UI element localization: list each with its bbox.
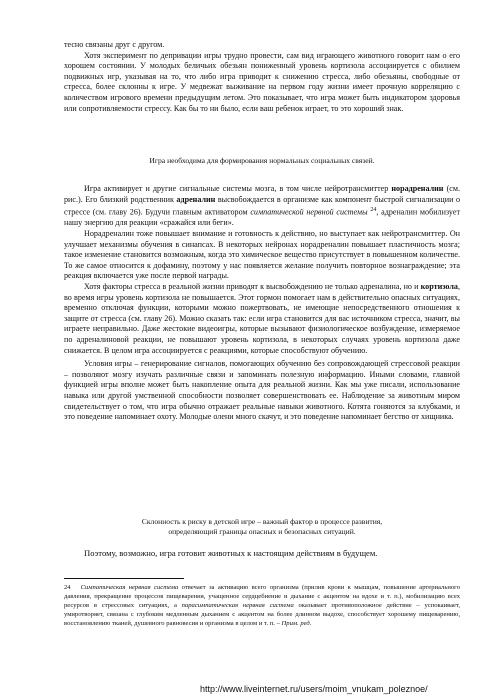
footnote-text-4: оказывает противоположное действие – успокаивает, умиротворяет, связана с глубоким медленным дыханием с акцентом на более длинном выдохе, способствует хорошему пищеварению, восстановлению тканей, душевного равновесия и организма в целом и т. п. – [64, 602, 460, 627]
footnote-term-parasympathetic: парасимпатическая нервная система [181, 602, 294, 609]
paragraph-continuation: тесно связаны друг с другом. [64, 40, 165, 49]
source-url[interactable]: http://www.liveinternet.ru/users/moim_vnukam_poleznoe/ [200, 684, 428, 694]
quote-risk-wrap [64, 517, 460, 537]
heading-social-bonds-wrap [64, 156, 460, 166]
footnote-24 [64, 583, 460, 628]
p2-text-a: Игра активирует и другие сигнальные системы мозга, в том числе нейротрансмиттер [84, 184, 392, 193]
footnote-ref-24: 24 [370, 207, 377, 214]
footnote-editor-note: Прим. ред [281, 620, 310, 627]
paragraph-conclusion: Поэтому, возможно, игра готовит животных к настоящим действиям в будущем. [84, 548, 378, 558]
quote-line-1: Склонность к риску в детской игре – важный фактор в процессе развития, [141, 517, 383, 526]
term-sympathetic-system: симпатической нервной системы [250, 207, 368, 217]
p2-text-c: (см. рис.). Его близкий родственник [64, 184, 460, 204]
p4-text-c: , во время игры уровень кортизола не повышается. Этот гормон помогает нам в действительно опасных ситуациях, временно отключая функции, которыми можно пожертвовать, не имеющие непосредственного отношения к защите от стресса (см. главу 26). Можно сказать так: если игра становится для вас источником стресса, значит, вы играете неправильно. Даже жестокие видеоигры, которые вызывают физиологическое возбуждение, измеряемое по адреналиновой реакции, не повышают уровень кортизола, в некоторых случаях уровень кортизола даже снижается. В целом игра ассоциируется с реакциями, которые способствуют обучению. [64, 282, 460, 355]
paragraph-noradrenaline-learning: Норадреналин тоже повышает внимание и готовность к действию, но выступает как нейротрансмиттер. Он улучшает механизмы обучения в синапсах. В некоторых нейронах норадреналин повышает пластичность мозга; такое изменение становится возможным, когда это химическое вещество присутствует в повышенном количестве. То же самое относится к дофамину, поэтому у нас появляется желание получить повторное вознаграждение; эта реакция включается уже после первой награды. [64, 229, 460, 281]
paragraph-noradrenaline [64, 184, 460, 229]
p4-text-a: Хотя факторы стресса в реальной жизни приводят к высвобождению не только адреналина, но и [84, 282, 421, 292]
text-block-main [64, 40, 460, 114]
quote-line-2: определяющий границы опасных и безопасных ситуаций. [168, 527, 356, 536]
paragraph-play-conditions: Условия игры – генерирование сигналов, помогающих обучению без сопровождающей стрессовой реакции – позволяют мозгу изучать различные связи и запоминать полезную информацию. Иными словами, главной функцией игры вполне может быть накопление опыта для реальной жизни. Как мы уже писали, использование навыка или другой умственной способности позволяет совершенствовать ее. Наблюдение за животным миром свидетельствует о том, что игра обычно отражает реальные навыки животного. Котята гоняются за клубками, и это поведение напоминает охоту. Молодые олени много скачут, и это поведение напоминает бегство от хищника. [64, 359, 460, 422]
footnote-text-2: отвечает за активацию всего организма (прилив крови к мышцам, повышение артериального давления, прекращение процессов пищеварения, учащенное сердцебиение и дыхание с акцентом на вдохе и т. п.), мобилизацию всех ресурсов в стрессовых ситуациях, а [64, 584, 460, 609]
term-noradrenaline: норадреналин [391, 184, 444, 193]
term-adrenaline: адреналин [176, 194, 216, 204]
footnote-number: 24 [64, 584, 71, 591]
heading-social-bonds: Игра необходима для формирования нормальных социальных связей. [149, 156, 375, 165]
term-cortisol: кортизола [420, 282, 458, 292]
p2-text-e: , адреналин мобилизует нашу энергию для реакции «сражайся или беги». [64, 207, 460, 228]
paragraph-play-deprivation: Хотя эксперимент по депривации игры трудно провести, сам вид играющего животного говорит нам о его хорошем состоянии. У молодых беличьих обезьян пониженный уровень кортизола ассоциируется с обилием подвижных игр, указывая на то, что либо игра приводит к снижению стресса, либо обезьяны, свободные от стресса, более склонны к игре. У медвежат выживание на первом году жизни имеет прочную корреляцию с количеством игрового времени предыдущим летом. Это показывает, что игра может быть индикатором здоровья или сопротивляемости стрессу. Как бы то ни было, если ваш ребенок играет, то это хороший знак. [64, 50, 460, 113]
footnote-divider [64, 578, 184, 579]
text-block-neurotransmitters [64, 184, 460, 423]
p2-text-d: высвобождается в организме как компонент быстрой сигнализации о стрессе (см. главу 26). Будучи главным активатором [64, 194, 460, 217]
footnote-text-6: . [309, 620, 312, 627]
paragraph-cortisol [64, 282, 460, 356]
text-block-final [64, 548, 460, 559]
footnote-term-sympathetic: Симпатическая нервная система [80, 584, 179, 591]
